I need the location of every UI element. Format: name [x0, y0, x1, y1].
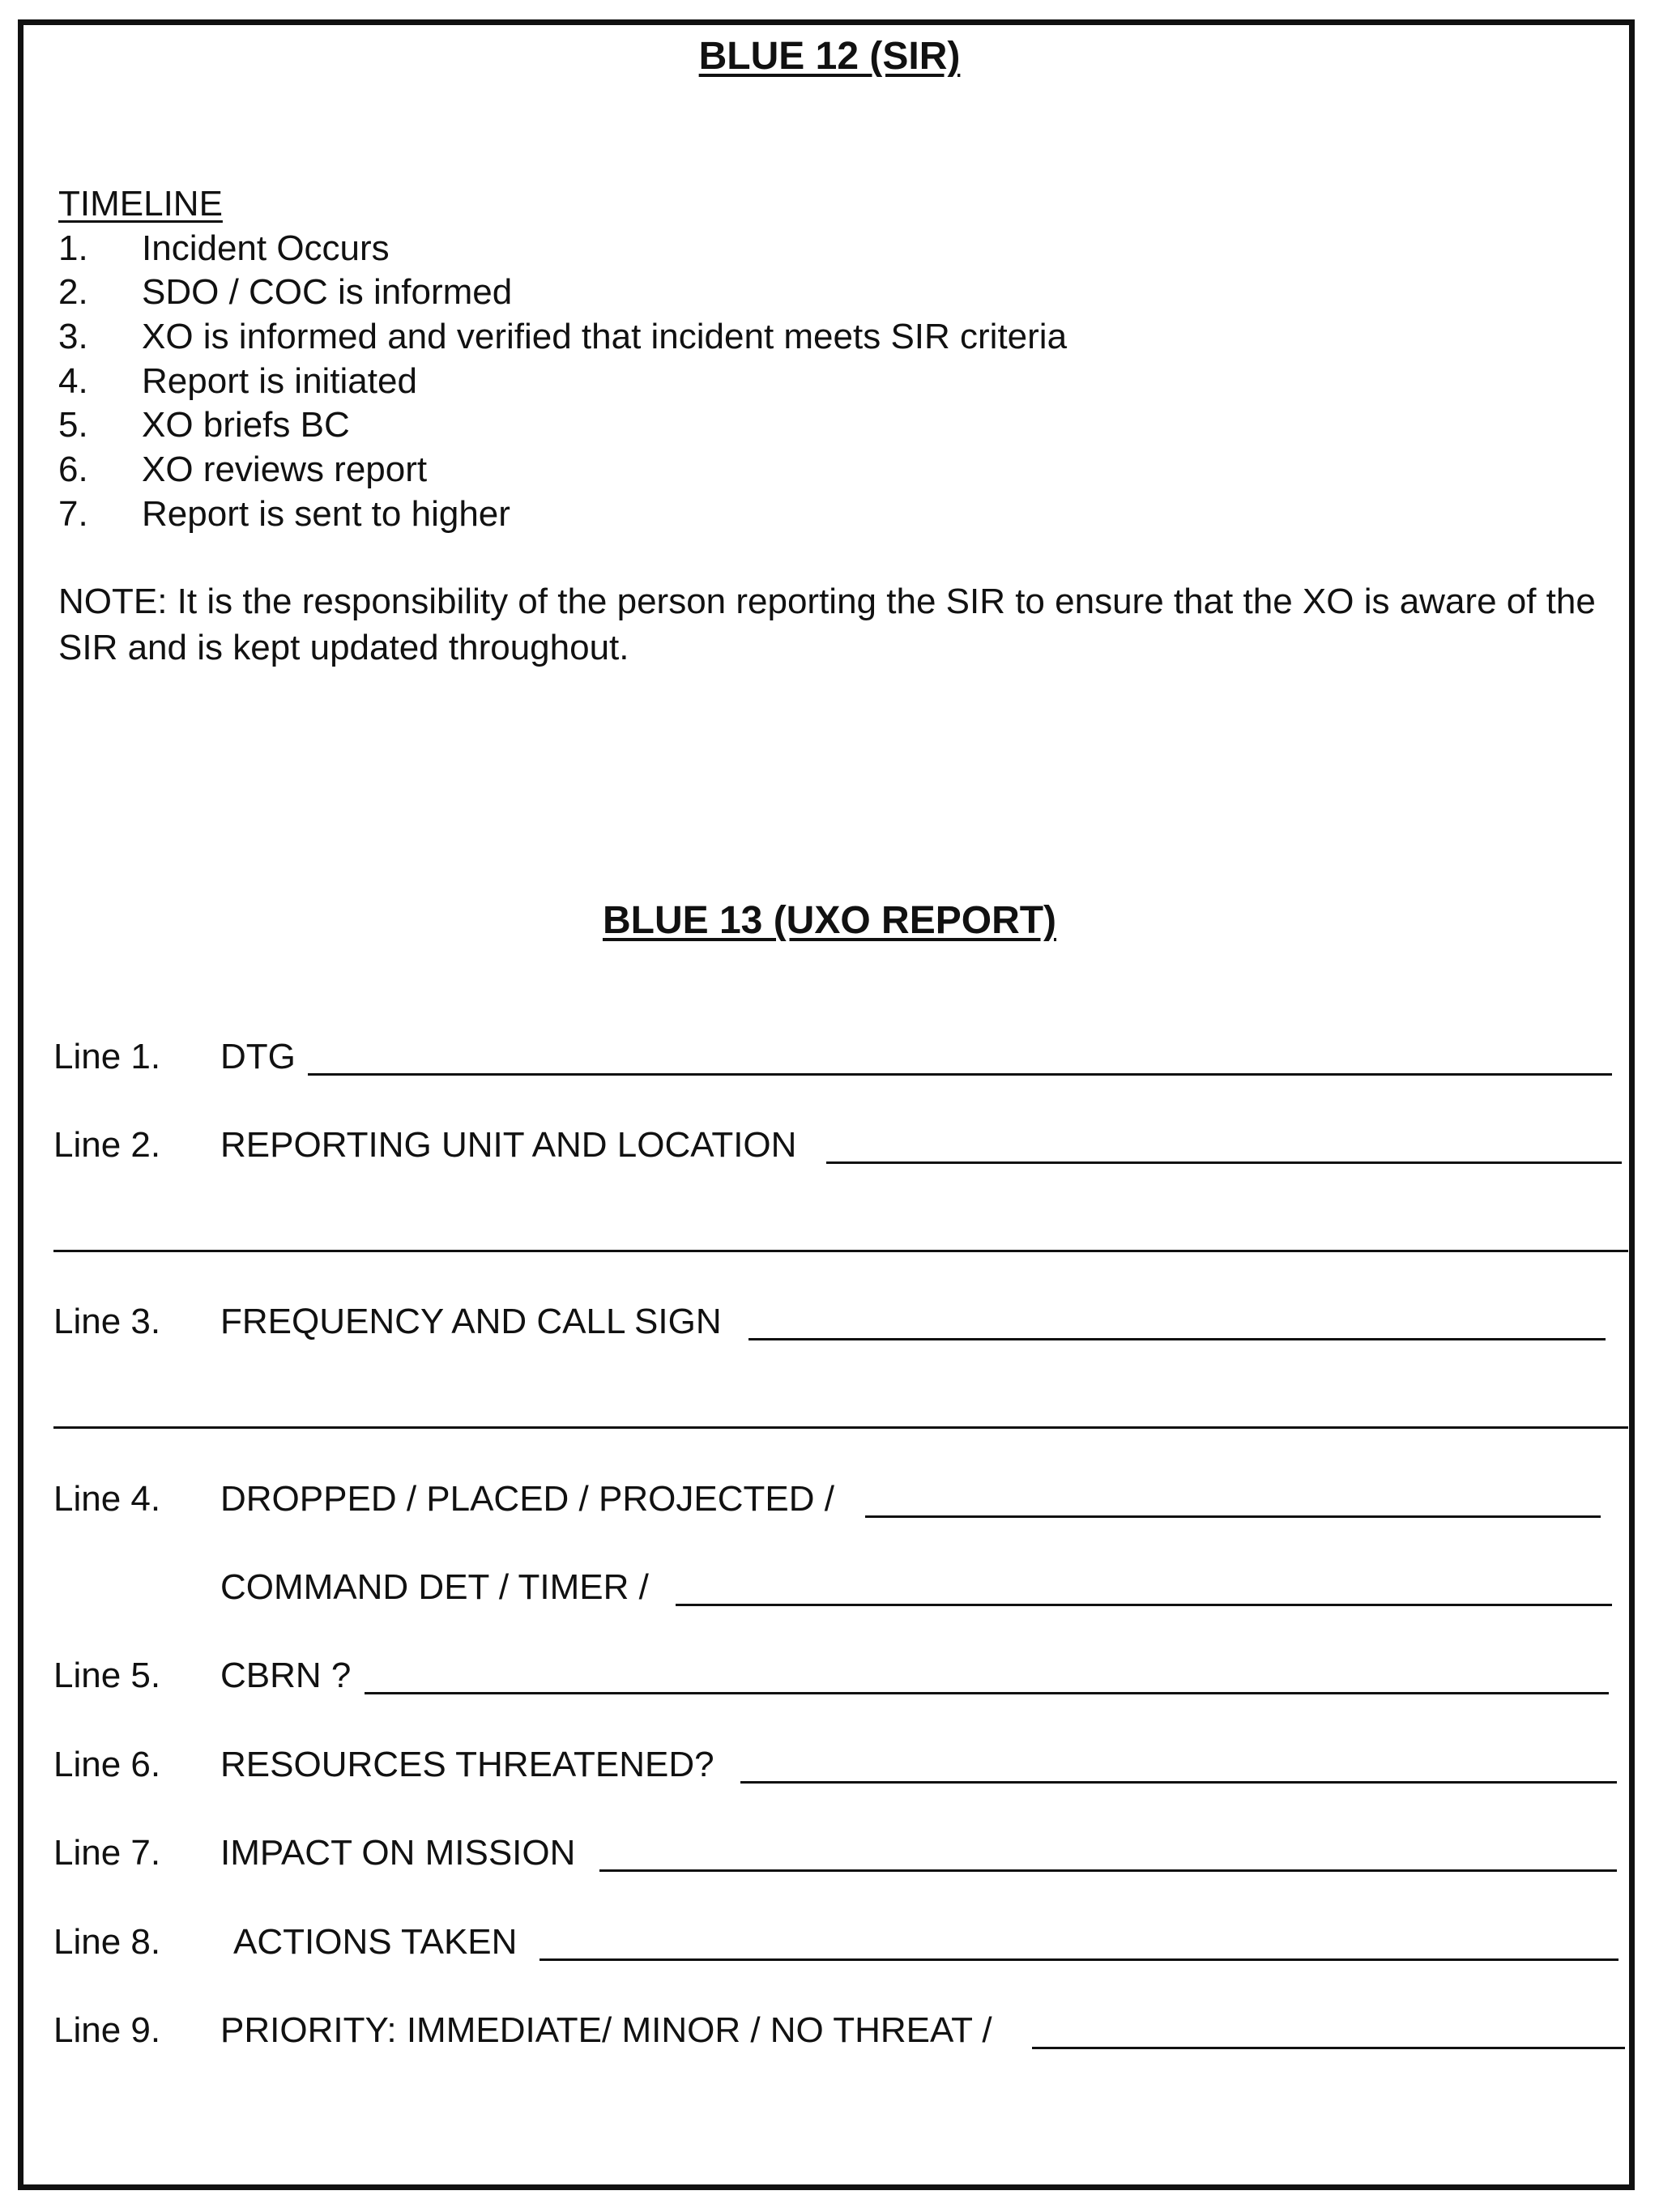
frequency-call-sign-label: FREQUENCY AND CALL SIGN: [220, 1302, 722, 1341]
command-det-timer-label: COMMAND DET / TIMER /: [220, 1567, 649, 1607]
cbrn-field[interactable]: [365, 1692, 1609, 1694]
timeline-text: XO is informed and verified that incident meets SIR criteria: [142, 317, 1068, 356]
line-1-label: Line 1.: [53, 1037, 161, 1076]
timeline-text: XO reviews report: [142, 450, 428, 489]
actions-taken-label: ACTIONS TAKEN: [233, 1922, 518, 1962]
timeline-number: 6.: [58, 450, 88, 489]
line-4-label: Line 4.: [53, 1479, 161, 1519]
priority-label: PRIORITY: IMMEDIATE/ MINOR / NO THREAT /: [220, 2010, 992, 2050]
dtg-label: DTG: [220, 1037, 296, 1076]
dropped-placed-projected-label: DROPPED / PLACED / PROJECTED /: [220, 1479, 834, 1519]
timeline-text: Report is initiated: [142, 361, 417, 401]
reporting-unit-field-continued[interactable]: [53, 1250, 1628, 1252]
resources-threatened-field[interactable]: [740, 1781, 1617, 1784]
timeline-text: Incident Occurs: [142, 228, 390, 268]
cbrn-label: CBRN ?: [220, 1656, 352, 1695]
line-9-label: Line 9.: [53, 2010, 161, 2050]
timeline-number: 7.: [58, 494, 88, 534]
timeline-number: 3.: [58, 317, 88, 356]
impact-on-mission-field[interactable]: [599, 1869, 1617, 1872]
line-5-label: Line 5.: [53, 1656, 161, 1695]
frequency-call-sign-field[interactable]: [748, 1338, 1606, 1340]
line-2-label: Line 2.: [53, 1125, 161, 1165]
timeline-text: SDO / COC is informed: [142, 272, 513, 312]
dropped-placed-projected-field[interactable]: [865, 1515, 1601, 1518]
resources-threatened-label: RESOURCES THREATENED?: [220, 1745, 714, 1784]
impact-on-mission-label: IMPACT ON MISSION: [220, 1833, 576, 1873]
timeline-text: Report is sent to higher: [142, 494, 510, 534]
timeline-number: 5.: [58, 405, 88, 445]
uxo-title: BLUE 13 (UXO REPORT): [602, 899, 1057, 942]
reporting-unit-label: REPORTING UNIT AND LOCATION: [220, 1125, 797, 1165]
timeline-text: XO briefs BC: [142, 405, 350, 445]
timeline-number: 2.: [58, 272, 88, 312]
line-7-label: Line 7.: [53, 1833, 161, 1873]
line-3-label: Line 3.: [53, 1302, 161, 1341]
frequency-call-sign-field-continued[interactable]: [53, 1426, 1628, 1429]
timeline-number: 4.: [58, 361, 88, 401]
line-6-label: Line 6.: [53, 1745, 161, 1784]
timeline-heading: TIMELINE: [58, 184, 223, 224]
line-8-label: Line 8.: [53, 1922, 161, 1962]
reporting-unit-field[interactable]: [826, 1161, 1622, 1164]
dtg-field[interactable]: [308, 1073, 1612, 1076]
priority-field[interactable]: [1032, 2047, 1625, 2049]
command-det-timer-field[interactable]: [676, 1604, 1612, 1606]
timeline-number: 1.: [58, 228, 88, 268]
actions-taken-field[interactable]: [539, 1958, 1618, 1961]
sir-title: BLUE 12 (SIR): [698, 35, 961, 78]
sir-note: NOTE: It is the responsibility of the person reporting the SIR to ensure that the XO is aware of the SIR and is kept updated throughout.: [58, 582, 1596, 667]
